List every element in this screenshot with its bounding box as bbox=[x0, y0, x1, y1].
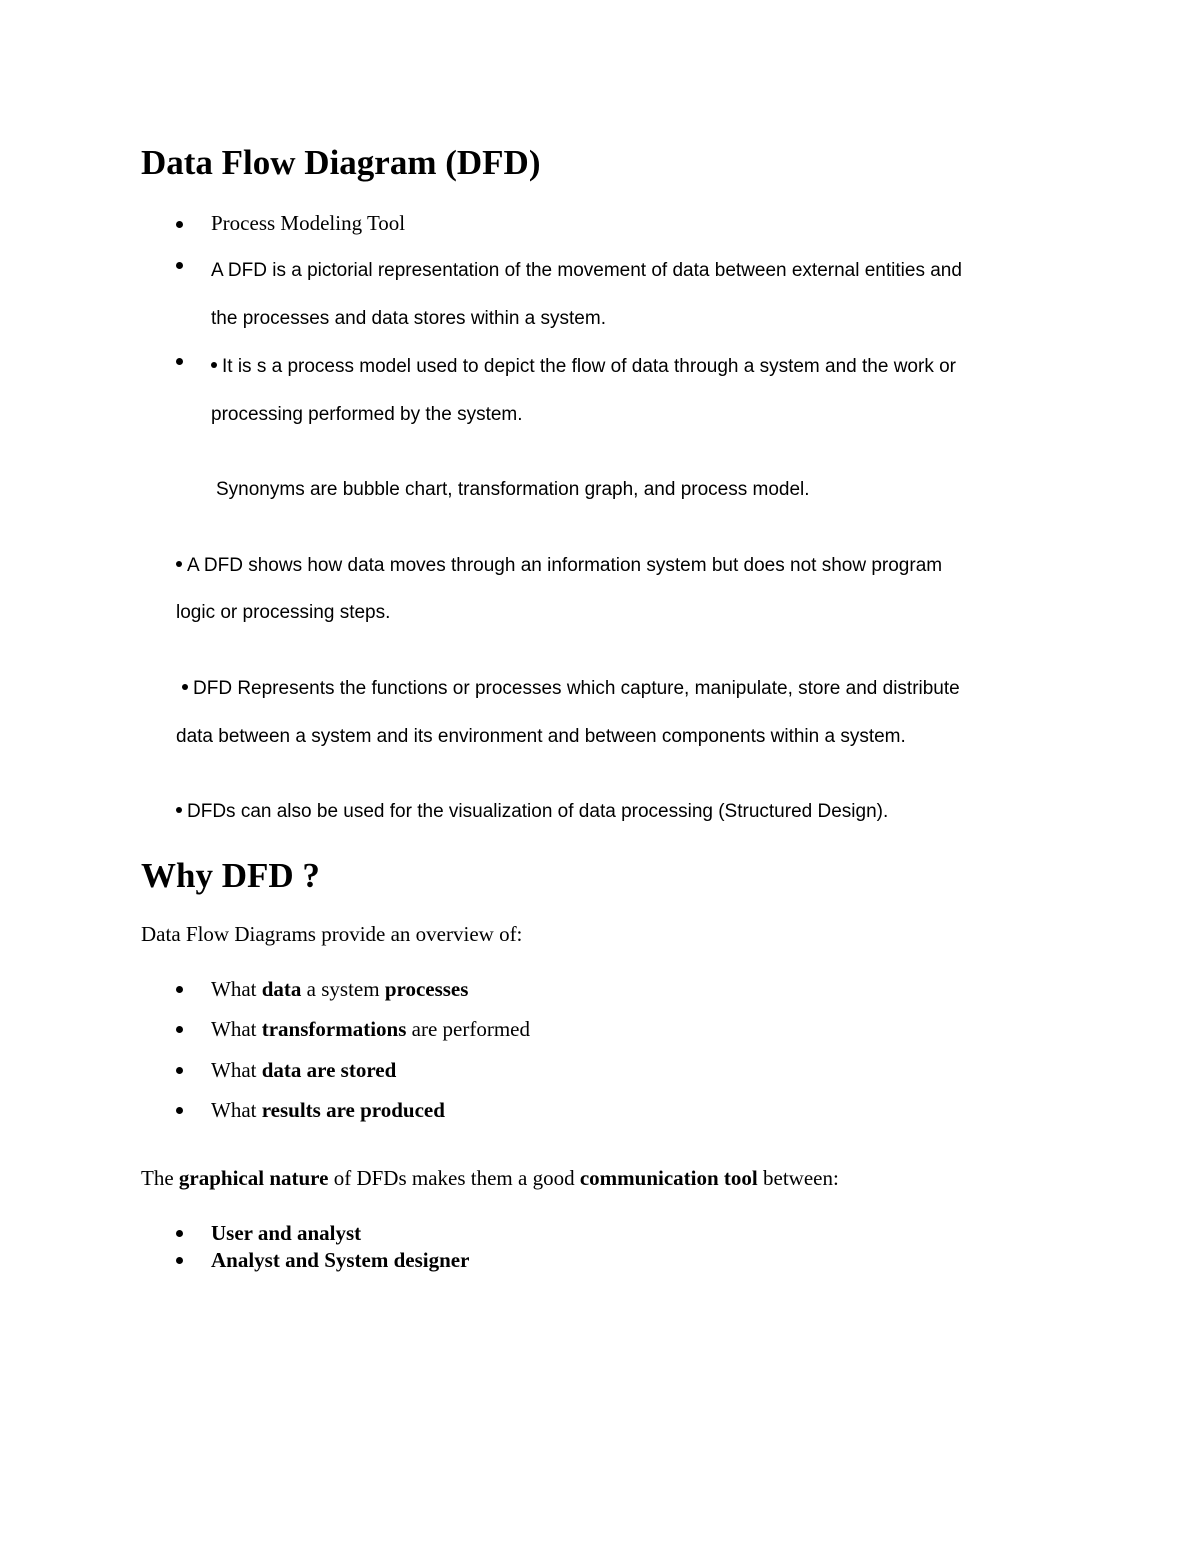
bullet-dot bbox=[176, 1067, 183, 1074]
inline-bullet-icon bbox=[176, 807, 182, 813]
item-text: What bbox=[211, 1058, 262, 1082]
list-item: A DFD is a pictorial representation of the movement of data between external entities and bbox=[211, 260, 962, 281]
paragraph-text: DFDs can also be used for the visualization of data processing (Structured Design). bbox=[187, 801, 889, 822]
bullet-dot bbox=[176, 1257, 183, 1264]
item-bold-text: transformations bbox=[261, 1017, 407, 1041]
paragraph bbox=[182, 679, 960, 698]
paragraph-bold-text: graphical nature bbox=[178, 1166, 329, 1190]
list-item bbox=[211, 1100, 445, 1121]
bullet-dot bbox=[176, 221, 183, 228]
section-heading: Why DFD ? bbox=[141, 856, 320, 895]
synonyms-paragraph: Synonyms are bubble chart, transformation graph, and process model. bbox=[216, 479, 810, 500]
inline-bullet-icon bbox=[211, 362, 217, 368]
list-item bbox=[211, 1060, 396, 1081]
item-text: What bbox=[211, 977, 262, 1001]
item-bold-text: data are stored bbox=[261, 1058, 397, 1082]
paragraph bbox=[176, 556, 942, 575]
item-text: What bbox=[211, 1017, 262, 1041]
paragraph bbox=[176, 802, 888, 821]
inline-bullet-icon bbox=[182, 684, 188, 690]
item-bold-text: Analyst and System designer bbox=[211, 1248, 470, 1272]
list-item bbox=[211, 1019, 530, 1040]
list-item bbox=[211, 979, 468, 1000]
bullet-dot bbox=[176, 986, 183, 993]
bullet-dot bbox=[176, 1230, 183, 1237]
list-item bbox=[211, 1223, 361, 1244]
item-bold-text: data bbox=[261, 977, 302, 1001]
item-text: a system bbox=[301, 977, 385, 1001]
list-item bbox=[211, 1250, 469, 1271]
list-item-continuation: the processes and data stores within a system. bbox=[211, 308, 606, 329]
paragraph-bold-text: communication tool bbox=[579, 1166, 758, 1190]
item-bold-text: User and analyst bbox=[211, 1221, 362, 1245]
paragraph-text: DFD Represents the functions or processes which capture, manipulate, store and distribute bbox=[193, 678, 960, 699]
list-item bbox=[211, 357, 956, 376]
paragraph-text: between: bbox=[757, 1166, 839, 1190]
intro-paragraph: Data Flow Diagrams provide an overview of: bbox=[141, 922, 523, 946]
page-title: Data Flow Diagram (DFD) bbox=[141, 143, 541, 182]
paragraph-text: of DFDs makes them a good bbox=[328, 1166, 580, 1190]
item-text: are performed bbox=[406, 1017, 530, 1041]
inline-bullet-icon bbox=[176, 561, 182, 567]
paragraph-continuation: data between a system and its environment and between components within a system. bbox=[176, 726, 906, 747]
bullet-dot bbox=[176, 358, 183, 365]
paragraph-text: The bbox=[141, 1166, 179, 1190]
list-item-continuation: processing performed by the system. bbox=[211, 404, 523, 425]
paragraph-text: A DFD shows how data moves through an information system but does not show program bbox=[187, 555, 943, 576]
bullet-dot bbox=[176, 1107, 183, 1114]
bullet-dot bbox=[176, 262, 183, 269]
item-text: What bbox=[211, 1098, 262, 1122]
item-bold-text: processes bbox=[384, 977, 469, 1001]
item-bold-text: results are produced bbox=[261, 1098, 445, 1122]
communication-paragraph bbox=[141, 1168, 839, 1189]
paragraph-continuation: logic or processing steps. bbox=[176, 602, 391, 623]
bullet-dot bbox=[176, 1026, 183, 1033]
list-item-text: It is s a process model used to depict the flow of data through a system and the work or bbox=[222, 356, 956, 377]
list-item: Process Modeling Tool bbox=[211, 211, 406, 235]
